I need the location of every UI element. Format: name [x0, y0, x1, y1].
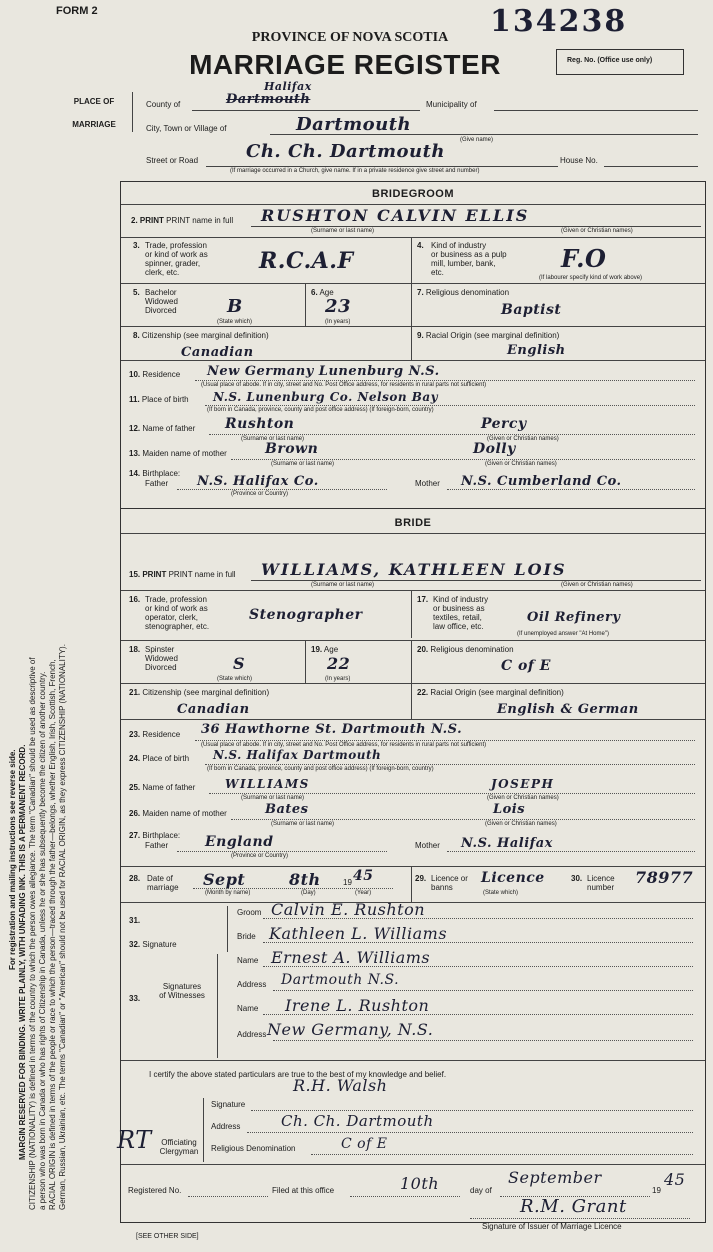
bride-parents-birthplace-label: Birthplace: — [142, 831, 181, 840]
witness-label: Signatures — [162, 982, 202, 991]
street-value: Ch. Ch. Dartmouth — [246, 141, 446, 162]
groom-industry-label: Kind of industry — [431, 241, 487, 250]
registered-label: Registered No. — [128, 1186, 182, 1195]
bride-industry-label: Kind of industry — [433, 595, 489, 604]
groom-word: Groom — [237, 908, 262, 917]
bridegroom-heading: BRIDEGROOM — [372, 188, 454, 200]
groom-age-label: Age — [319, 288, 334, 297]
mother-surname-caption: (Surname or last name) — [271, 461, 335, 467]
groom-trade-label: or kind of work as — [145, 250, 208, 259]
groom-birthplace-label: Place of birth — [141, 395, 189, 404]
citizenship-note: (see marginal definition) — [183, 688, 270, 697]
father-word: Father — [145, 479, 169, 488]
bride-status-label: Divorced — [145, 663, 177, 672]
county-value: Halifax — [264, 80, 312, 93]
bride-age-value: 22 — [327, 654, 351, 673]
groom-status-label: Divorced — [145, 306, 177, 315]
issuer-caption: Signature of Issuer of Marriage Licence — [482, 1222, 622, 1231]
licence-caption: (State which) — [483, 890, 519, 896]
licence-label: Licence or banns — [431, 874, 468, 892]
groom-name-value: RUSHTON CALVIN ELLIS — [261, 206, 530, 225]
place-note: (If marriage occurred in a Church, give name. If in a private residence give street and number) — [230, 168, 480, 174]
groom-name-label: PRINT name in full — [166, 216, 234, 225]
clergy-denomination: C of E — [341, 1136, 388, 1152]
bride-religion-label: Religious denomination — [430, 645, 514, 654]
groom-age-value: 23 — [325, 296, 352, 317]
groom-birthplace-value: N.S. Lunenburg Co. Nelson Bay — [213, 390, 439, 404]
bride-word: Bride — [237, 932, 256, 941]
groom-religion-label: Religious denomination — [425, 288, 510, 297]
clergy-signature: R.H. Walsh — [293, 1076, 388, 1095]
bride-given-caption: (Given or Christian names) — [561, 582, 633, 588]
citizenship-note: (see marginal definition) — [183, 331, 269, 340]
witness2-address-word: Address — [237, 1030, 267, 1039]
bride-birthplace-value: N.S. Halifax Dartmouth — [213, 748, 382, 762]
bride-father-birthplace: England — [205, 834, 274, 850]
sidebar-line: For registration and mailing instructions see reverse side. — [8, 749, 17, 970]
bride-heading: BRIDE — [394, 517, 432, 529]
mother-given-caption: (Given or Christian names) — [485, 461, 557, 467]
county-label: County of — [146, 100, 181, 109]
groom-years-caption: (In years) — [325, 319, 351, 325]
witness-label: of Witnesses — [159, 991, 205, 1000]
bride-industry-value: Oil Refinery — [527, 610, 621, 625]
bride-religion-value: C of E — [501, 658, 551, 674]
groom-mother-given: Dolly — [473, 441, 516, 457]
groom-residence-value: New Germany Lunenburg N.S. — [207, 364, 440, 379]
groom-signature: Calvin E. Rushton — [271, 900, 426, 919]
licence-number-value: 78977 — [635, 868, 694, 887]
issuer-signature: R.M. Grant — [520, 1196, 627, 1217]
groom-father-birthplace: N.S. Halifax Co. — [197, 474, 319, 489]
bride-father-word: Father — [145, 841, 169, 850]
street-label: Street or Road — [146, 156, 199, 165]
city-value: Dartmouth — [296, 114, 412, 135]
bride-industry-label: law office, etc. — [433, 622, 484, 631]
groom-father-surname: Rushton — [225, 416, 295, 432]
residence-caption: (Usual place of abode. If in city, street and No. Post Office address, for residents in rural parts not sufficient) — [201, 382, 487, 388]
witness1-name-word: Name — [237, 956, 259, 965]
clergy-address-word: Address — [211, 1122, 241, 1131]
registration-number: 134238 — [490, 4, 628, 39]
reg-no-label: Reg. No. (Office use only) — [567, 57, 653, 64]
groom-status-label: Widowed — [145, 297, 178, 306]
bride-industry-note: (If unemployed answer "At Home") — [517, 631, 609, 637]
groom-state-which: (State which) — [217, 319, 253, 325]
bride-residence-caption: (Usual place of abode. If in city, street and No. Post Office address, for residents in rural parts not sufficient) — [201, 742, 487, 748]
bride-years-caption: (In years) — [325, 676, 351, 682]
witness2-name-word: Name — [237, 1004, 259, 1013]
sidebar-line: German, Russian, Ukrainian, etc. The terms "Canadian" or "American" should not be used for RACIAL ORIGIN, as they express CITIZENSHIP (NATIONALITY). — [58, 644, 67, 1210]
father-surname-caption: (Surname or last name) — [241, 436, 305, 442]
clergy-label: Officiating — [161, 1138, 197, 1147]
groom-industry-label: or business as a pulp — [431, 250, 507, 259]
sidebar-line: MARGIN RESERVED FOR BINDING. WRITE PLAINLY, WITH UNFADING INK. THIS IS A PERMANENT RECORD. — [18, 744, 27, 1160]
birthplace-caption: (If born in Canada, province, county and post office address) (If foreign-born, country) — [207, 407, 434, 413]
groom-trade-label: clerk, etc. — [145, 268, 180, 277]
sidebar-line: CITIZENSHIP (NATIONALITY) is defined in terms of the country to which the person owes allegiance. The term "Canadian" should be used as descriptive of — [28, 657, 37, 1210]
reg-no-box — [556, 49, 684, 75]
bride-trade-label: stenographer, etc. — [145, 622, 210, 631]
bride-trade-label: operator, clerk, — [145, 613, 198, 622]
filed-label: Filed at this office — [272, 1186, 335, 1195]
clergy-denomination-label: Religious Denomination — [211, 1144, 296, 1153]
place-label-1: PLACE OF — [73, 97, 115, 106]
groom-status-label: Bachelor — [145, 288, 177, 297]
bride-citizenship-value: Canadian — [177, 702, 250, 717]
bride-citizenship-label: Citizenship — [142, 688, 182, 697]
groom-industry-note: (If labourer specify kind of work above) — [539, 275, 643, 281]
groom-industry-label: etc. — [431, 268, 444, 277]
mother-word: Mother — [415, 479, 440, 488]
month-caption: (Month by name) — [205, 890, 251, 896]
clergy-initials: RT — [117, 1126, 152, 1154]
witness1-name: Ernest A. Williams — [271, 948, 431, 967]
bride-status-label: Spinster — [145, 645, 175, 654]
certification-text: I certify the above stated particulars are true to the best of my knowledge and belief. — [149, 1070, 447, 1079]
bride-mother-given: Lois — [493, 802, 526, 817]
groom-mother-surname: Brown — [265, 441, 319, 457]
bride-industry-label: textiles, retail, — [433, 613, 482, 622]
groom-industry-label: mill, lumber, bank, — [431, 259, 496, 268]
filed-month: September — [508, 1168, 602, 1187]
groom-trade-value: R.C.A.F — [259, 248, 354, 274]
clergy-label: Clergyman — [159, 1147, 199, 1156]
see-other-side: [SEE OTHER SIDE] — [136, 1233, 199, 1240]
clergy-signature-word: Signature — [211, 1100, 246, 1109]
bride-father-surname: WILLIAMS — [225, 777, 310, 791]
bride-signature: Kathleen L. Williams — [269, 924, 448, 943]
groom-given-caption: (Given or Christian names) — [561, 228, 633, 234]
date-label: Date of marriage — [147, 874, 179, 892]
bride-trade-label: or kind of work as — [145, 604, 208, 613]
bride-mother-given-caption: (Given or Christian names) — [485, 821, 557, 827]
signature-label: Signature — [142, 940, 177, 949]
groom-status-value: B — [227, 296, 243, 317]
bride-father-given-caption: (Given or Christian names) — [487, 795, 559, 801]
bride-mother-word: Mother — [415, 841, 440, 850]
filed-year: 45 — [664, 1170, 686, 1189]
month-value: Sept — [203, 870, 246, 889]
bride-mother-birthplace: N.S. Halifax — [461, 836, 553, 851]
bride-birthplace-caption: (If born in Canada, province, county and post office address) (If foreign-born, country) — [207, 766, 434, 772]
day-value: 8th — [289, 870, 321, 889]
page-title: MARRIAGE REGISTER — [189, 49, 501, 80]
day-caption: (Day) — [301, 890, 316, 896]
groom-residence-label: Residence — [142, 370, 181, 379]
place-bracket — [132, 92, 141, 132]
groom-citizenship-label: Citizenship — [141, 331, 182, 340]
give-name-caption: (Give name) — [460, 137, 494, 143]
sidebar-line: RACIAL ORIGIN is defined in terms of the people or race to which the person—traced through the father—belongs, whether English, Irish, Scottish, French, — [48, 659, 57, 1210]
sidebar-line: a person who was born in Canada or who has rights of Citizenship in Canada, unless he or she has subsequently become the citizen of another country. — [38, 671, 47, 1210]
groom-citizenship-value: Canadian — [181, 345, 254, 360]
witness2-name: Irene L. Rushton — [285, 996, 430, 1015]
year-prefix: 19 — [343, 878, 352, 887]
place-label-2: MARRIAGE — [72, 120, 116, 129]
margin-instructions — [8, 110, 68, 1220]
groom-mother-label: Maiden name of mother — [142, 449, 227, 458]
groom-trade-label: Trade, profession — [145, 241, 207, 250]
groom-father-label: Name of father — [142, 424, 196, 433]
groom-mother-birthplace: N.S. Cumberland Co. — [461, 474, 622, 489]
day-of-word: day of — [470, 1186, 492, 1195]
bride-father-given: JOSEPH — [491, 777, 555, 791]
year-value: 45 — [353, 868, 374, 884]
register-form: BRIDEGROOM 2. PRINT PRINT name in full RUSHTON CALVIN ELLIS (Surname or last name) (Given or Christian names) 3. Trade, profession or kind of work as spinner, grader, clerk, etc. R.C.A.F 4. Kind of industry or business as a pulp mill, lumber, bank, etc. F.O (If labourer specify kind of work above) 5. Bachelor Widowed Divorced B (State which) 6. Age 23 (In years) 7. Religious denomination Baptist 8. Citizenship (see marginal definition) Canadian 9. Racial Origin (see marginal definition) English 10. Residence New Germany Lunenburg N.S. (Usual place of abode. If in city, street and No. Post Office address, for residents in rural parts not sufficient) 11. Place of birth N.S. Lunenburg Co. Nelson Bay (If born in Canada, province, county and post office address) (If foreign-born, country) 12. Name of father Rushton Percy (Surname or last name) (Given or Christian names) 13. Maiden name of mother Brown Dolly (Surname or last name) (Given or Christian names) 14. Birthplace: Father N.S. Halifax Co. Mother N.S. Cumberland Co. (Province or Country) BRIDE 15. PRINT PRINT name in full WILLIAMS, KATHLEEN LOIS (Surname or last name) (Given or Christian names) 16. Trade, profession or kind of work as operator, clerk, stenographer, etc. Stenographer 17. Kind of industry or business as textiles, retail, law office, etc. Oil Refinery (If unemployed answer "At Home") 18. Spinster Widowed Divorced S (State which) 19. Age 22 (In years) 20. Religious denomination C of E 21. Citizenship (see marginal definition) Canadian 22. Racial Origin (see marginal definition) English & German 23. Residence 36 Hawthorne St. Dartmouth N.S. (Usual place of abode. If in city, street and No. Post Office address, for residents in rural parts not sufficient) 24. Place of birth N.S. Halifax Dartmouth (If born in Canada, province, county and post office address) (If foreign-born, country) 25. Name of father WILLIAMS JOSEPH (Surname or last name) (Given or Christian names) 26. Maiden name of mother Bates Lois (Surname or last name) (Given or Christian names) 27. Birthplace: Father England Mother N.S. Halifax (Province or Country) 28. Date of marriage Sept 8th 19 45 (Month by name) (Day) (Year) 29. Licence or banns Licence (State which) 30. Licence number 78977 31. 32. Signature Groom Calvin E. Rushton Bride Kathleen L. Williams 33. Signatures of Witnesses Name Ernest A. Williams Address Dartmouth N.S. Name Irene L. Rushton Address New Germany, N.S. I certify the above stated particulars are true to the best of my knowledge and belief. R.H. Walsh RT Officiating Clergyman Signature Address Ch. Ch. Dartmouth Religious Denomination C of E — [120, 181, 706, 1223]
bride-residence-label: Residence — [142, 730, 181, 739]
parents-birthplace-label: Birthplace: — [142, 469, 181, 478]
clergy-address: Ch. Ch. Dartmouth — [281, 1112, 434, 1130]
bride-industry-label: or business as — [433, 604, 485, 613]
groom-racial-value: English — [507, 343, 566, 358]
witness1-address-word: Address — [237, 980, 267, 989]
witness1-address: Dartmouth N.S. — [281, 972, 400, 988]
county-struck: Dartmouth — [226, 92, 311, 107]
bride-mother-surname: Bates — [265, 802, 309, 817]
groom-trade-label: spinner, grader, — [145, 259, 201, 268]
bride-father-surname-caption: (Surname or last name) — [241, 795, 305, 801]
province-title: PROVINCE OF NOVA SCOTIA — [251, 30, 449, 45]
year-caption: (Year) — [355, 890, 372, 896]
bride-age-label: Age — [323, 645, 339, 654]
bride-name-value: WILLIAMS, KATHLEEN LOIS — [261, 560, 567, 579]
bride-name-label: PRINT name in full — [168, 570, 236, 579]
licence-number-label: Licence number — [587, 874, 615, 892]
municipality-label: Municipality of — [426, 100, 477, 109]
groom-industry-value: F.O — [561, 244, 607, 273]
bride-racial-label: Racial Origin — [430, 688, 477, 697]
house-label: House No. — [560, 156, 598, 165]
city-label: City, Town or Village of — [146, 124, 227, 133]
bride-trade-value: Stenographer — [249, 607, 363, 623]
bride-mother-surname-caption: (Surname or last name) — [271, 821, 335, 827]
bride-surname-caption: (Surname or last name) — [311, 582, 375, 588]
groom-father-given: Percy — [481, 416, 527, 432]
groom-racial-label: Racial Origin — [425, 331, 472, 340]
filed-day: 10th — [400, 1174, 440, 1193]
witness2-address: New Germany, N.S. — [267, 1020, 434, 1039]
licence-value: Licence — [481, 870, 545, 886]
groom-surname-caption: (Surname or last name) — [311, 228, 375, 234]
bride-father-label: Name of father — [142, 783, 196, 792]
bride-trade-label: Trade, profession — [145, 595, 207, 604]
bride-racial-value: English & German — [497, 702, 639, 717]
bride-residence-value: 36 Hawthorne St. Dartmouth N.S. — [201, 722, 463, 737]
filed-year-prefix: 19 — [652, 1186, 661, 1195]
bride-status-value: S — [233, 654, 246, 673]
racial-note: (see marginal definition) — [478, 688, 564, 697]
groom-religion-value: Baptist — [501, 302, 562, 318]
bride-status-label: Widowed — [145, 654, 178, 663]
racial-note: (see marginal definition) — [473, 331, 560, 340]
province-caption: (Province or Country) — [231, 491, 289, 497]
bride-state-which: (State which) — [217, 676, 253, 682]
bride-mother-label: Maiden name of mother — [142, 809, 227, 818]
bride-birthplace-label: Place of birth — [142, 754, 190, 763]
father-given-caption: (Given or Christian names) — [487, 436, 559, 442]
bride-province-caption: (Province or Country) — [231, 853, 289, 859]
form-label: FORM 2 — [56, 5, 98, 17]
